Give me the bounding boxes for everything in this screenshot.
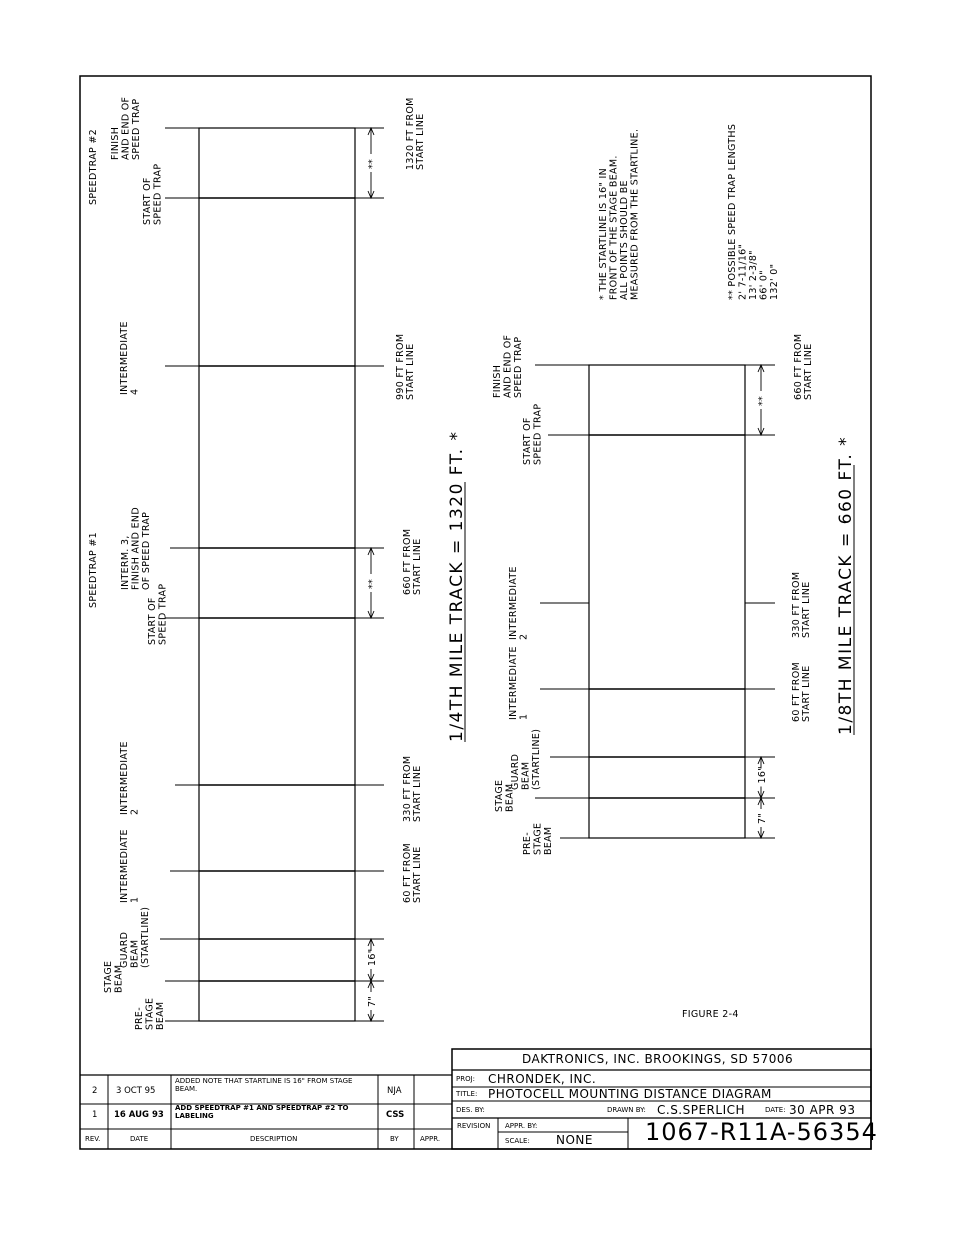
description-header: DESCRIPTION (250, 1135, 298, 1143)
appr-header: APPR. (420, 1135, 441, 1143)
scale-label: SCALE: (505, 1137, 530, 1145)
eighth-track-title: 1/8TH MILE TRACK = 660 FT. * (836, 435, 856, 735)
note-startline-line: FRONT OF THE STAGE BEAM. (608, 155, 620, 300)
quarter-label-int3-line: FINISH AND END (130, 507, 142, 590)
quarter-labels (88, 97, 426, 1030)
eighth-label-int2-line: INTERMEDIATE (508, 566, 519, 640)
quarter-dim-16in-label: 16" (367, 948, 378, 966)
quarter-track-outline (199, 128, 355, 1021)
eighth-distance-d660-line: START LINE (803, 343, 814, 400)
note-startline-line: * THE STARTLINE IS 16" IN (598, 167, 609, 300)
rev-header: REV. (85, 1135, 101, 1143)
project-name: CHRONDEK, INC. (488, 1072, 597, 1086)
quarter-dimensions (365, 128, 378, 1021)
quarter-label-int1-line: 1 (129, 896, 141, 903)
eighth-distance-d330-line: 330 FT FROM (791, 571, 802, 638)
proj-label: PROJ: (456, 1075, 476, 1083)
company-name: DAKTRONICS, INC. BROOKINGS, SD 57006 (522, 1052, 794, 1066)
quarter-label-int3-line: OF SPEED TRAP (141, 511, 152, 590)
eighth-label-int1-line: 1 (518, 713, 530, 720)
eighth-dimensions (755, 365, 768, 838)
rev1-by: CSS (386, 1110, 405, 1120)
notes (598, 124, 780, 300)
quarter-label-guard-line: GUARD (119, 931, 130, 968)
quarter-label-guard-line: BEAM (129, 939, 141, 968)
note-speed-trap-lengths-line: 66' 0" (758, 270, 770, 300)
eighth-label-start-line: SPEED TRAP (532, 403, 544, 465)
rev1-number: 1 (92, 1110, 98, 1120)
quarter-distance-d1320-line: START LINE (415, 113, 426, 170)
rev2-number: 2 (92, 1086, 98, 1096)
note-startline-line: ALL POINTS SHOULD BE (619, 180, 630, 300)
quarter-distance-d60-line: START LINE (412, 846, 423, 903)
designed-by-label: DES. BY: (456, 1106, 485, 1114)
eighth-label-stage-line: BEAM (504, 783, 516, 812)
eighth-label-prestage-line: BEAM (543, 826, 554, 855)
quarter-label-speedtrap2-line: SPEEDTRAP #2 (88, 129, 99, 205)
quarter-label-speedtrap1-line: SPEEDTRAP #1 (88, 532, 99, 608)
quarter-label-finish2-line: AND END OF (120, 96, 132, 160)
quarter-distance-d660-line: START LINE (412, 538, 423, 595)
quarter-dim-trap1-label: ** (367, 578, 378, 589)
scale-value: NONE (556, 1133, 593, 1147)
quarter-distance-d330-line: 330 FT FROM (402, 755, 413, 822)
eighth-distance-d330-line: START LINE (801, 581, 812, 638)
eighth-label-int1-line: INTERMEDIATE (508, 646, 519, 720)
note-speed-trap-lengths-line: 132' 0" (769, 263, 780, 300)
by-header: BY (390, 1135, 399, 1143)
quarter-track-title: 1/4TH MILE TRACK = 1320 FT. * (447, 430, 467, 742)
quarter-label-int4-line: 4 (129, 388, 141, 395)
note-speed-trap-lengths-line: 13' 2-3/8" (748, 250, 759, 300)
rev2-description: ADDED NOTE THAT STARTLINE IS 16" FROM STAGE BEAM. (175, 1077, 353, 1093)
eighth-label-guard-line: (STARTLINE) (531, 728, 542, 790)
eighth-dim-16in-label: 16" (757, 766, 768, 784)
eighth-label-prestage-line: STAGE (532, 822, 544, 855)
quarter-label-start2-line: SPEED TRAP (152, 163, 164, 225)
quarter-label-start1-line: SPEED TRAP (157, 583, 169, 645)
eighth-label-guard-line: BEAM (520, 761, 532, 790)
eighth-label-finish-line: FINISH (492, 364, 503, 398)
quarter-label-stage-line: BEAM (113, 964, 125, 993)
quarter-label-guard-line: (STARTLINE) (140, 906, 151, 968)
quarter-label-int3-line: INTERM. 3, (120, 535, 131, 590)
quarter-dim-7in-label: 7" (367, 995, 378, 1007)
revision-label: REVISION (457, 1122, 491, 1130)
note-speed-trap-lengths-line: 2' 7-11/16" (737, 243, 749, 300)
eighth-distance-d660-line: 660 FT FROM (793, 333, 804, 400)
drawing-title: PHOTOCELL MOUNTING DISTANCE DIAGRAM (488, 1087, 772, 1101)
quarter-label-int4-line: INTERMEDIATE (119, 321, 130, 395)
rev2-by: NJA (387, 1086, 402, 1096)
quarter-label-int2-line: INTERMEDIATE (119, 741, 130, 815)
eighth-dim-trap-label: ** (757, 395, 768, 406)
quarter-label-prestage-line: BEAM (155, 1001, 166, 1030)
quarter-distance-d1320-line: 1320 FT FROM (405, 97, 416, 170)
eighth-label-stage-line: STAGE (494, 779, 505, 812)
eighth-label-finish-line: AND END OF (502, 334, 514, 398)
quarter-label-int1-line: INTERMEDIATE (119, 829, 130, 903)
eighth-dim-7in-label: 7" (757, 812, 768, 824)
drawn-by: C.S.SPERLICH (657, 1103, 746, 1117)
quarter-distance-d990-line: START LINE (405, 343, 416, 400)
drawing-number: 1067-R11A-56354 (645, 1118, 878, 1146)
eighth-track-outline (589, 365, 745, 838)
note-speed-trap-lengths-line: ** POSSIBLE SPEED TRAP LENGTHS (727, 123, 738, 300)
quarter-label-stage-line: STAGE (103, 960, 114, 993)
quarter-dim-trap2-label: ** (367, 158, 378, 169)
quarter-label-int2-line: 2 (129, 808, 141, 815)
figure-label: FIGURE 2-4 (682, 1009, 739, 1020)
title-label: TITLE: (456, 1090, 478, 1098)
rev1-date: 16 AUG 93 (114, 1110, 164, 1120)
quarter-distance-d60-line: 60 FT FROM (402, 843, 413, 903)
quarter-distance-d330-line: START LINE (412, 765, 423, 822)
drawn-by-label: DRAWN BY: (607, 1106, 646, 1114)
quarter-label-start1-line: START OF (147, 597, 158, 645)
eighth-label-int2-line: 2 (518, 633, 530, 640)
quarter-distance-d990-line: 990 FT FROM (395, 333, 406, 400)
eighth-label-prestage-line: PRE- (522, 832, 533, 855)
rev2-date: 3 OCT 95 (116, 1086, 156, 1096)
quarter-label-start2-line: START OF (142, 177, 153, 225)
quarter-label-finish2-line: SPEED TRAP (131, 98, 142, 160)
eighth-label-start-line: START OF (522, 417, 533, 465)
eighth-distance-d60-line: START LINE (801, 665, 812, 722)
eighth-label-guard-line: GUARD (510, 753, 521, 790)
eighth-label-finish-line: SPEED TRAP (513, 336, 524, 398)
date-label: DATE: (765, 1106, 786, 1114)
quarter-distance-d660-line: 660 FT FROM (402, 528, 413, 595)
approved-by-label: APPR. BY: (505, 1122, 538, 1130)
quarter-label-prestage-line: PRE- (134, 1007, 145, 1030)
rev1-description: ADD SPEEDTRAP #1 AND SPEEDTRAP #2 TO LABELING (175, 1104, 349, 1120)
note-startline-line: MEASURED FROM THE STARTLINE. (629, 128, 641, 300)
eighth-distance-d60-line: 60 FT FROM (791, 662, 802, 722)
drawing-date: 30 APR 93 (789, 1103, 856, 1117)
quarter-label-prestage-line: STAGE (144, 997, 156, 1030)
quarter-label-finish2-line: FINISH (110, 126, 121, 160)
eighth-beam-lines (532, 365, 775, 838)
date-header: DATE (130, 1135, 149, 1143)
